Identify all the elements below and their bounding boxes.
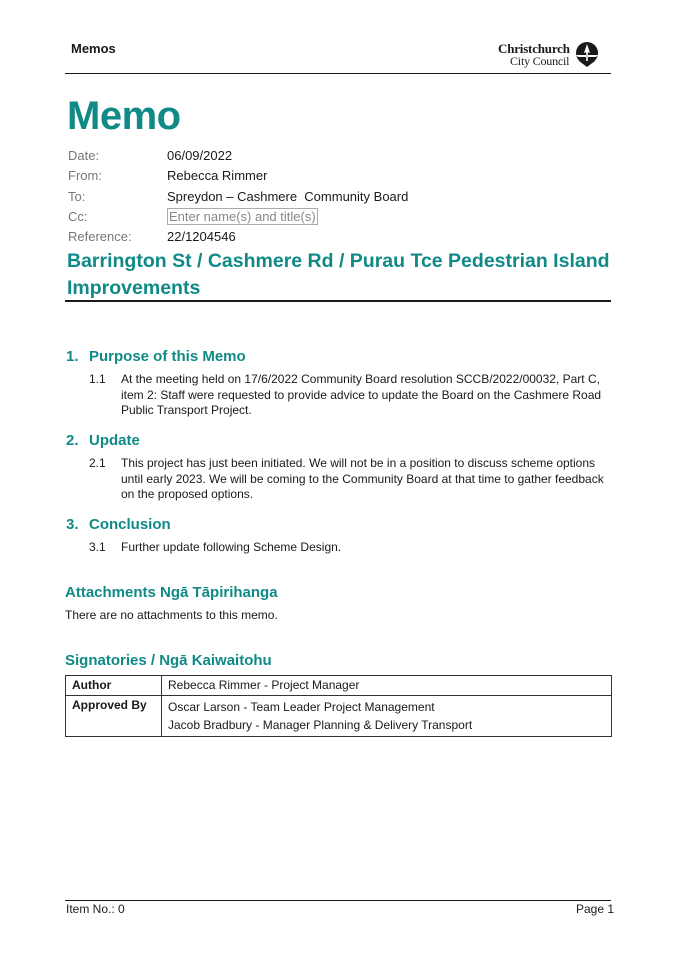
to-label: To: xyxy=(68,189,86,204)
logo-line-1: Christchurch xyxy=(498,41,570,56)
section-2-title: Update xyxy=(89,432,140,449)
section-2-number: 2. xyxy=(66,432,79,449)
item-2-1-text: This project has just been initiated. We will not be in a position to discuss scheme options until early 2023. We will be coming to the Community Board at that time to gather feedback on the proposed options. xyxy=(121,456,604,502)
item-3-1-number: 3.1 xyxy=(89,540,106,554)
author-value: Rebecca Rimmer - Project Manager xyxy=(162,676,612,696)
memo-title: Memo xyxy=(67,94,181,138)
item-3-1-text: Further update following Scheme Design. xyxy=(121,540,342,554)
table-row xyxy=(66,676,612,696)
signatories-table xyxy=(65,675,612,737)
attachments-text: There are no attachments to this memo. xyxy=(65,608,278,622)
subject-rule xyxy=(65,300,611,302)
section-1-number: 1. xyxy=(66,348,79,365)
from-value: Rebecca Rimmer xyxy=(167,168,268,183)
item-number: Item No.: 0 xyxy=(66,902,125,916)
approver-1: Oscar Larson - Team Leader Project Management xyxy=(168,700,435,714)
council-logo xyxy=(498,40,602,70)
item-1-1-text: At the meeting held on 17/6/2022 Community Board resolution SCCB/2022/00032, Part C, item 2: Staff were requested to provide advice to update the Board on the Cashmere Road Public Transport Project. xyxy=(121,372,602,418)
section-3-title: Conclusion xyxy=(89,516,171,533)
author-label: Author xyxy=(66,676,162,696)
section-3-number: 3. xyxy=(66,516,79,533)
table-row xyxy=(66,696,612,737)
memo-subject: Barrington St / Cashmere Rd / Purau Tce Pedestrian Island Improvements xyxy=(67,250,610,299)
page-number: Page 1 xyxy=(576,902,615,916)
signatories-heading: Signatories / Ngā Kaiwaitohu xyxy=(65,652,272,669)
attachments-heading: Attachments Ngā Tāpirihanga xyxy=(65,584,278,601)
date-label: Date: xyxy=(68,148,100,163)
date-value: 06/09/2022 xyxy=(167,148,233,163)
footer-rule xyxy=(65,900,611,901)
header-title: Memos xyxy=(71,41,116,56)
cc-field[interactable]: Enter name(s) and title(s) xyxy=(169,209,316,224)
approver-2: Jacob Bradbury - Manager Planning & Delivery Transport xyxy=(168,718,473,732)
header-rule xyxy=(65,73,611,74)
logo-line-2: City Council xyxy=(510,54,570,68)
approved-by-label: Approved By xyxy=(66,696,162,737)
to-value: Spreydon – Cashmere Community Board xyxy=(167,189,409,204)
item-2-1-number: 2.1 xyxy=(89,456,106,470)
reference-value: 22/1204546 xyxy=(167,229,236,244)
cathedral-icon xyxy=(574,41,600,67)
from-label: From: xyxy=(68,168,102,183)
cc-label: Cc: xyxy=(68,209,88,224)
section-1-title: Purpose of this Memo xyxy=(89,348,246,365)
item-1-1-number: 1.1 xyxy=(89,372,106,386)
reference-label: Reference: xyxy=(68,229,132,244)
